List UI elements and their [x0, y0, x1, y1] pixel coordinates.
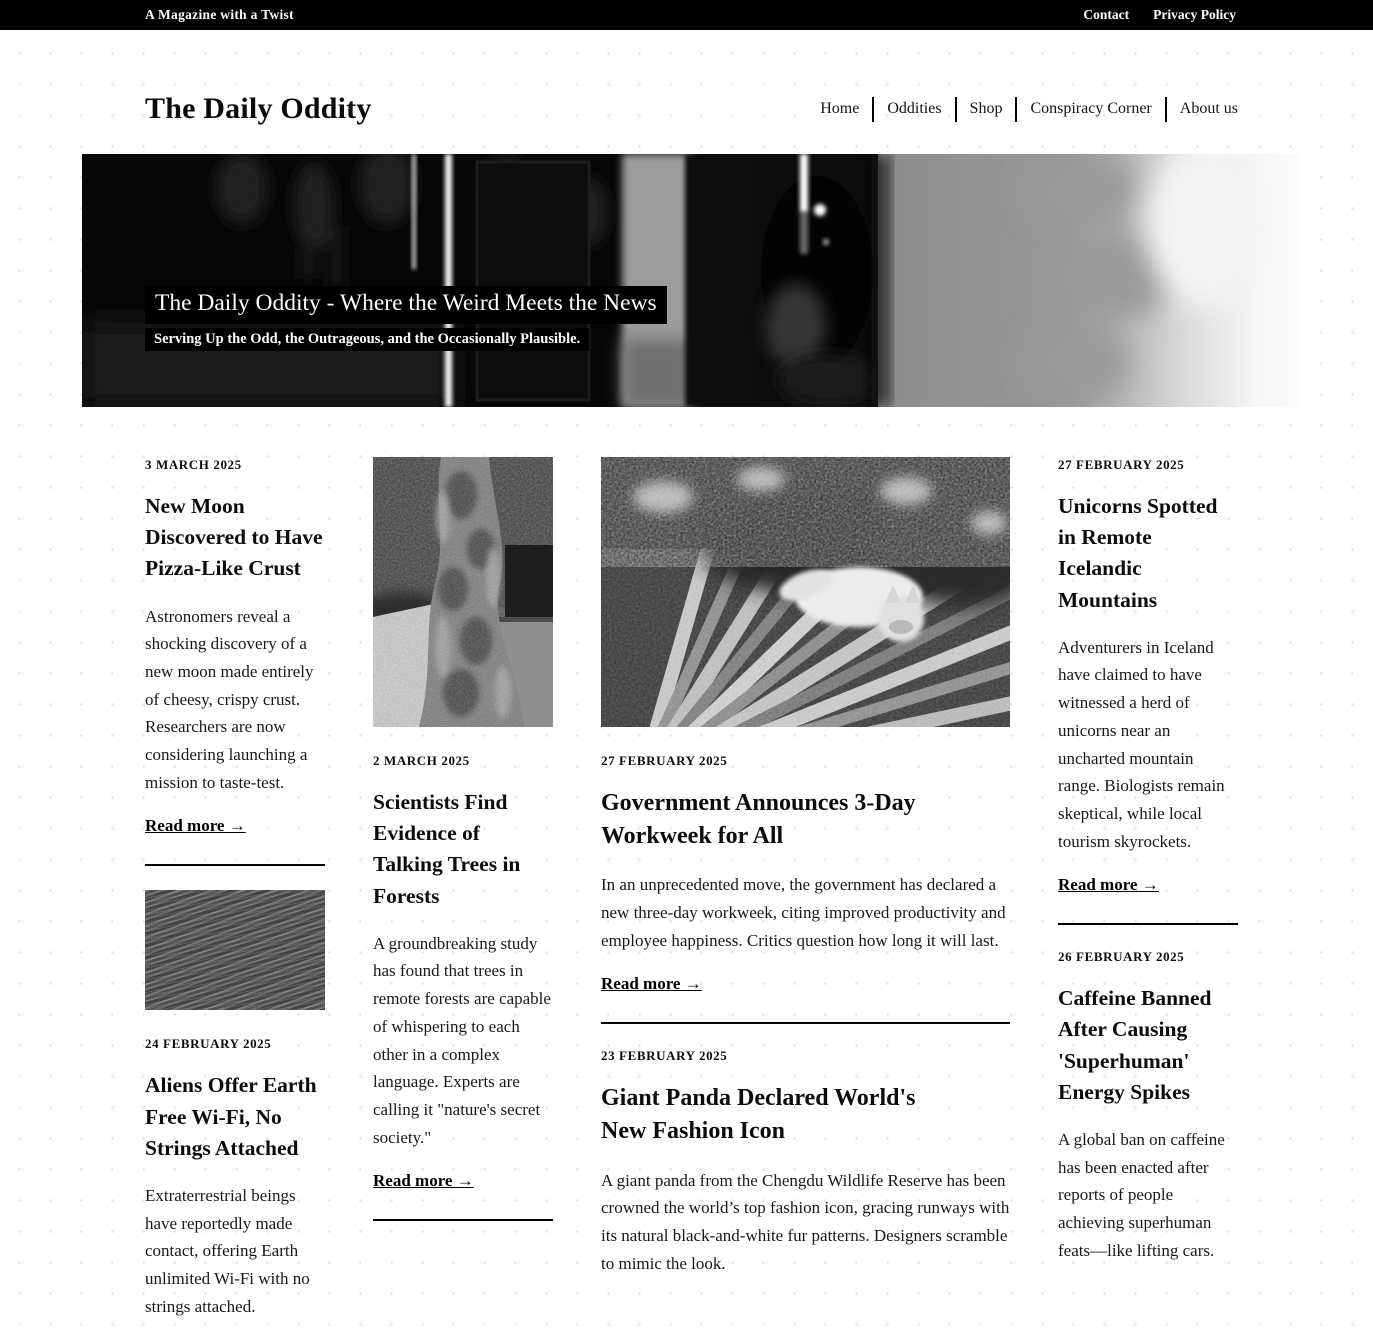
- article-date: 24 FEBRUARY 2025: [145, 1036, 272, 1052]
- article-date: 27 FEBRUARY 2025: [601, 753, 728, 768]
- top-utility-bar: [0, 0, 1373, 30]
- read-more-link[interactable]: Read more →: [373, 1171, 474, 1191]
- article-card: [1058, 949, 1238, 1264]
- nav-item-oddities[interactable]: Oddities: [887, 100, 942, 117]
- article-date: 2 MARCH 2025: [373, 753, 470, 768]
- nav-item-conspiracy-corner[interactable]: Conspiracy Corner: [1030, 100, 1152, 117]
- article-card: [601, 457, 1010, 1024]
- nav-separator: [955, 97, 957, 122]
- article-card: [373, 457, 553, 1221]
- nav-separator: [872, 97, 874, 122]
- article-title: Giant Panda Declared World's New Fashion Icon: [601, 1085, 916, 1145]
- hero-banner: [82, 154, 1301, 407]
- article-divider: [373, 1219, 553, 1221]
- hero-subtitle: Serving Up the Odd, the Outrageous, and the Occasionally Plausible.: [145, 328, 589, 352]
- article-title: Aliens Offer Earth Free Wi-Fi, No Strings Attached: [145, 1073, 317, 1160]
- article-card: [1058, 457, 1238, 925]
- article-body: Astronomers reveal a shocking discovery of a new moon made entirely of cheesy, crispy crust. Researchers are now considering launching a mission to taste-test.: [145, 606, 314, 792]
- article-column-4: [1058, 457, 1238, 1285]
- article-grid: [145, 457, 1238, 1340]
- read-more-link[interactable]: Read more →: [145, 816, 246, 836]
- article-title: New Moon Discovered to Have Pizza-Like Crust: [145, 494, 323, 581]
- article-card: [601, 1048, 1010, 1277]
- masthead: [145, 30, 1238, 154]
- article-divider: [1058, 923, 1238, 925]
- article-column-1: [145, 457, 325, 1340]
- nav-item-shop[interactable]: Shop: [969, 100, 1003, 117]
- article-title: Government Announces 3-Day Workweek for All: [601, 790, 916, 850]
- article-body: A giant panda from the Chengdu Wildlife Reserve has been crowned the world’s top fashion icon, gracing runways with its natural black-and-white fur patterns. Designers scramble to mimic the look.: [601, 1170, 1010, 1273]
- article-date: 23 FEBRUARY 2025: [601, 1048, 728, 1064]
- contact-link[interactable]: Contact: [1083, 7, 1130, 22]
- article-divider: [601, 1022, 1010, 1024]
- nav-separator: [1165, 97, 1167, 122]
- article-body: In an unprecedented move, the government has declared a new three-day workweek, citing improved productivity and employee happiness. Critics question how long it will last.: [601, 875, 1006, 950]
- site-tagline: A Magazine with a Twist: [145, 7, 294, 22]
- article-body: Adventurers in Iceland have claimed to have witnessed a herd of unicorns near an uncharted mountain range. Biologists remain skeptical, while local tourism skyrockets.: [1058, 637, 1225, 851]
- tree-trunk-photo: [373, 457, 553, 727]
- article-date: 3 MARCH 2025: [145, 457, 242, 472]
- article-divider: [145, 864, 325, 866]
- main-navigation: [820, 97, 1238, 122]
- article-title: Caffeine Banned After Causing 'Superhuman' Energy Spikes: [1058, 986, 1212, 1104]
- fur-texture-photo: [145, 890, 325, 1010]
- nav-item-home[interactable]: Home: [820, 100, 860, 117]
- top-utility-links: [1083, 7, 1236, 23]
- cat-on-bamboo-photo: [601, 457, 1010, 727]
- article-column-3: [601, 457, 1010, 1297]
- article-body: A global ban on caffeine has been enacted after reports of people achieving superhuman feats—like lifting cars.: [1058, 1130, 1225, 1260]
- hero-photo-dark-hall-and-eye: [82, 154, 1301, 407]
- hero-title: The Daily Oddity - Where the Weird Meets the News: [145, 286, 667, 324]
- privacy-policy-link[interactable]: Privacy Policy: [1153, 7, 1236, 22]
- article-card: [145, 890, 325, 1320]
- article-card: [145, 457, 325, 866]
- nav-separator: [1015, 97, 1017, 122]
- hero-caption: [145, 286, 667, 351]
- article-title: Scientists Find Evidence of Talking Trees in Forests: [373, 790, 521, 908]
- article-date: 26 FEBRUARY 2025: [1058, 949, 1185, 965]
- read-more-link[interactable]: Read more →: [601, 974, 702, 994]
- article-body: Extraterrestrial beings have reportedly made contact, offering Earth unlimited Wi-Fi with no strings attached.: [145, 1185, 310, 1316]
- article-date: 27 FEBRUARY 2025: [1058, 457, 1185, 472]
- nav-item-about-us[interactable]: About us: [1179, 100, 1238, 117]
- article-body: A groundbreaking study has found that trees in remote forests are capable of whispering to each other in a complex language. Experts are calling it "nature's secret society.": [373, 933, 551, 1147]
- site-title-link[interactable]: The Daily Oddity: [145, 92, 372, 125]
- article-title: Unicorns Spotted in Remote Icelandic Mountains: [1058, 494, 1218, 612]
- read-more-link[interactable]: Read more →: [1058, 875, 1159, 895]
- article-column-2: [373, 457, 553, 1245]
